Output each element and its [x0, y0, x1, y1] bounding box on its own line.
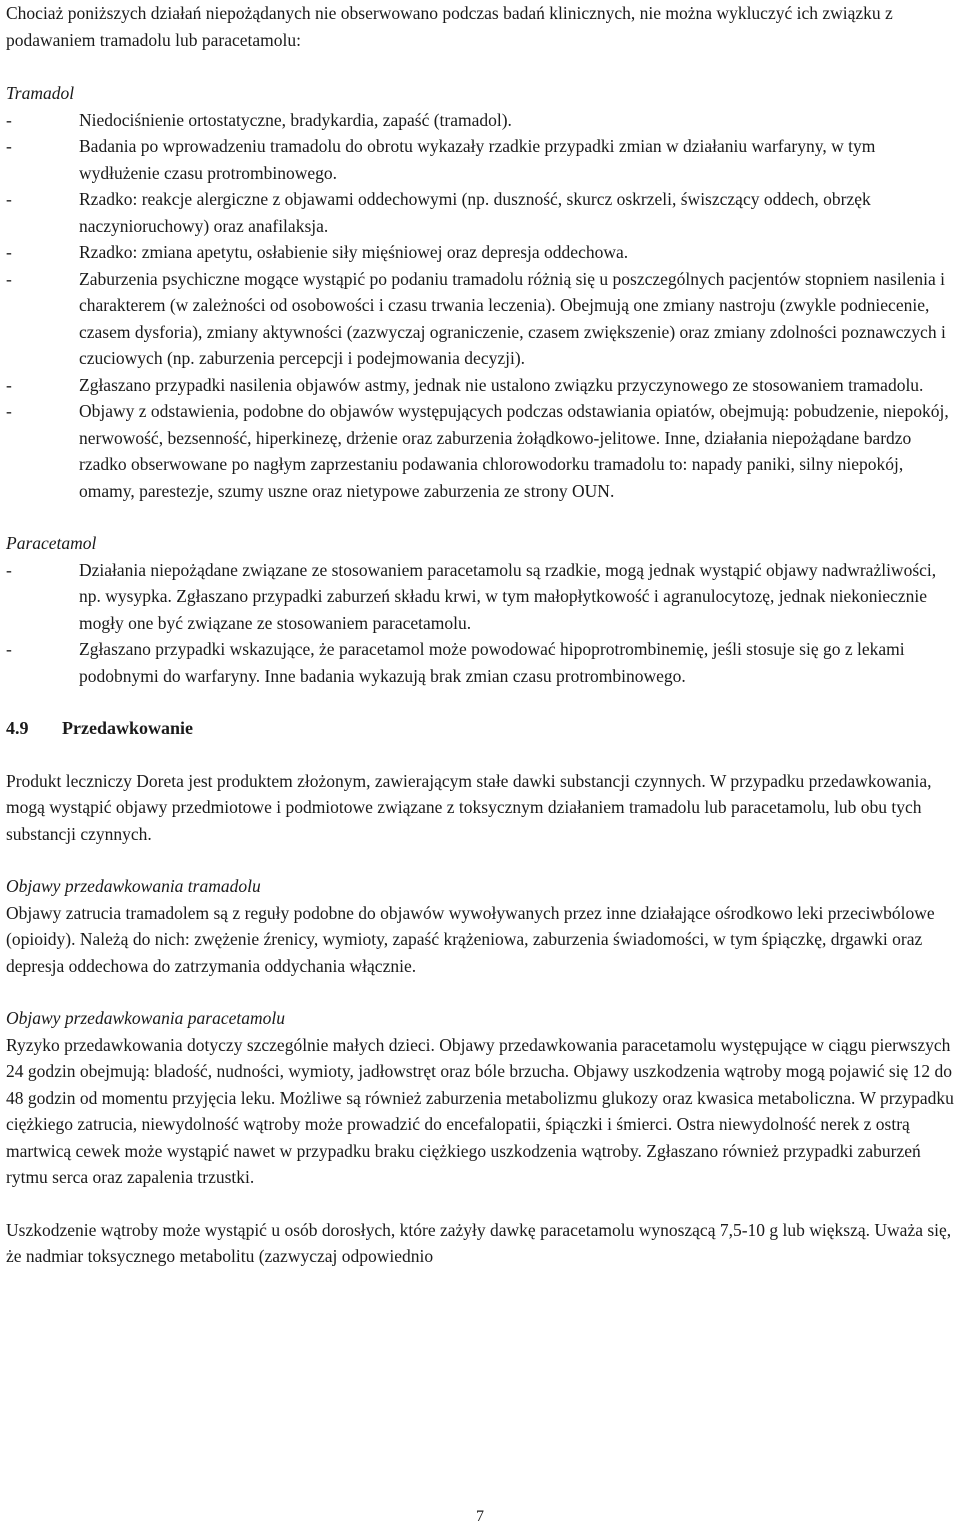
tramadol-overdose-heading: Objawy przedawkowania tramadolu	[6, 876, 261, 896]
section-title: Przedawkowanie	[62, 718, 193, 738]
list-item-text: Rzadko: reakcje alergiczne z objawami oddechowymi (np. duszność, skurcz oskrzeli, świszczący oddech, obrzęk naczynioruchowy) oraz anafilaksja.	[79, 189, 871, 236]
document-page	[6, 0, 956, 1270]
list-item-text: Zgłaszano przypadki wskazujące, że paracetamol może powodować hipoprotrombinemię, jeśli stosuje się go z lekami podobnymi do warfaryny. Inne badania wykazują brak zmian czasu protrombinowego.	[79, 639, 905, 686]
list-item	[6, 107, 956, 134]
page-number: 7	[476, 1508, 484, 1525]
list-item	[6, 372, 956, 399]
section-heading	[6, 715, 956, 742]
list-item	[6, 636, 956, 689]
paracetamol-overdose-heading: Objawy przedawkowania paracetamolu	[6, 1008, 286, 1028]
list-item-text: Objawy z odstawienia, podobne do objawów występujących podczas odstawiania opiatów, obejmują: pobudzenie, niepokój, nerwowość, bezsenność, hiperkinezę, drżenie oraz zaburzenia żołądkowo-jelitowe. Inne, działania niepożądane bardzo rzadko obserwowane po nagłym zaprzestaniu podawania chlorowodorku tramadolu to: napady paniki, silny niepokój, omamy, parestezje, szumy uszne oraz nietypowe zaburzenia ze strony OUN.	[79, 401, 949, 501]
paracetamol-heading: Paracetamol	[6, 533, 97, 553]
tramadol-heading: Tramadol	[6, 83, 75, 103]
dash-bullet: -	[6, 136, 12, 156]
paracetamol-overdose-paragraph: Ryzyko przedawkowania dotyczy szczególnie małych dzieci. Objawy przedawkowania paracetamolu występujące w ciągu pierwszych 24 godzin obejmują: bladość, nudności, wymioty, jadłowstręt oraz bóle brzucha. Objawy uszkodzenia wątroby mogą pojawić się 12 do 48 godzin od momentu przyjęcia leku. Możliwe są również zaburzenia metabolizmu glukozy oraz kwasica metaboliczna. W przypadku ciężkiego zatrucia, niewydolność wątroby może prowadzić do encefalopatii, śpiączki i śmierci. Ostra niewydolność nerek z ostrą martwicą cewek może wystąpić nawet w przypadku braku ciężkiego uszkodzenia wątroby. Zgłaszano również przypadki zaburzeń rytmu serca oraz zapalenia trzustki.	[6, 1034, 954, 1187]
list-item-text: Zgłaszano przypadki nasilenia objawów astmy, jednak nie ustalono związku przyczynowego ze stosowaniem tramadolu.	[79, 374, 924, 395]
dash-bullet: -	[6, 242, 12, 262]
dash-bullet: -	[6, 268, 12, 289]
intro-paragraph: Chociaż poniższych działań niepożądanych nie obserwowano podczas badań klinicznych, nie można wykluczyć ich związku z podawaniem tramadolu lub paracetamolu:	[6, 3, 893, 50]
list-item	[6, 133, 956, 186]
tramadol-overdose-paragraph: Objawy zatrucia tramadolem są z reguły podobne do objawów wywoływanych przez inne działające ośrodkowo leki przeciwbólowe (opioidy). Należą do nich: zwężenie źrenicy, wymioty, zapaść krążeniowa, zaburzenia świadomości, w tym śpiączkę, drgawki oraz depresja oddechowa do zatrzymania oddychania włącznie.	[6, 902, 935, 976]
list-item-text: Rzadko: zmiana apetytu, osłabienie siły mięśniowej oraz depresja oddechowa.	[79, 242, 629, 262]
list-item-text: Zaburzenia psychiczne mogące wystąpić po podaniu tramadolu różnią się u poszczególnych pacjentów stopniem nasilenia i charakterem (w zależności od osobowości i czasu trwania leczenia). Obejmują one zmiany nastroju (zwykle podniecenie, czasem dysforia), zmiany aktywności (zazwyczaj ograniczenie, czasem zwiększenie) oraz zmiany zdolności poznawczych i czuciowych (np. zaburzenia percepcji i podejmowania decyzji).	[79, 268, 946, 368]
dash-bullet: -	[6, 639, 12, 659]
list-item	[6, 266, 956, 372]
list-item	[6, 186, 956, 239]
list-item-text: Badania po wprowadzeniu tramadolu do obrotu wykazały rzadkie przypadki zmian w działaniu warfaryny, w tym wydłużenie czasu protrombinowego.	[79, 136, 876, 183]
list-item	[6, 557, 956, 637]
paracetamol-list	[6, 557, 956, 690]
list-item-text: Niedociśnienie ortostatyczne, bradykardia, zapaść (tramadol).	[79, 109, 512, 130]
overdose-intro-paragraph: Produkt leczniczy Doreta jest produktem złożonym, zawierającym stałe dawki substancji czynnych. W przypadku przedawkowania, mogą wystąpić objawy przedmiotowe i podmiotowe związane z toksycznym działaniem tramadolu lub paracetamolu, lub obu tych substancji czynnych.	[6, 770, 932, 844]
dash-bullet: -	[6, 109, 12, 130]
list-item-text: Działania niepożądane związane ze stosowaniem paracetamolu są rzadkie, mogą jednak wystąpić objawy nadwrażliwości, np. wysypka. Zgłaszano przypadki zaburzeń składu krwi, w tym małopłytkowość i agranulocytozę, jednak niekoniecznie mogły one być związane ze stosowaniem paracetamolu.	[79, 559, 937, 633]
dash-bullet: -	[6, 401, 12, 421]
dash-bullet: -	[6, 559, 12, 580]
section-number: 4.9	[6, 718, 29, 738]
dash-bullet: -	[6, 189, 12, 209]
tramadol-list	[6, 107, 956, 505]
dash-bullet: -	[6, 374, 12, 395]
list-item	[6, 239, 956, 266]
liver-damage-paragraph: Uszkodzenie wątroby może wystąpić u osób dorosłych, które zażyły dawkę paracetamolu wynoszącą 7,5-10 g lub większą. Uważa się, że nadmiar toksycznego metabolitu (zazwyczaj odpowiednio	[6, 1219, 952, 1266]
list-item	[6, 398, 956, 504]
